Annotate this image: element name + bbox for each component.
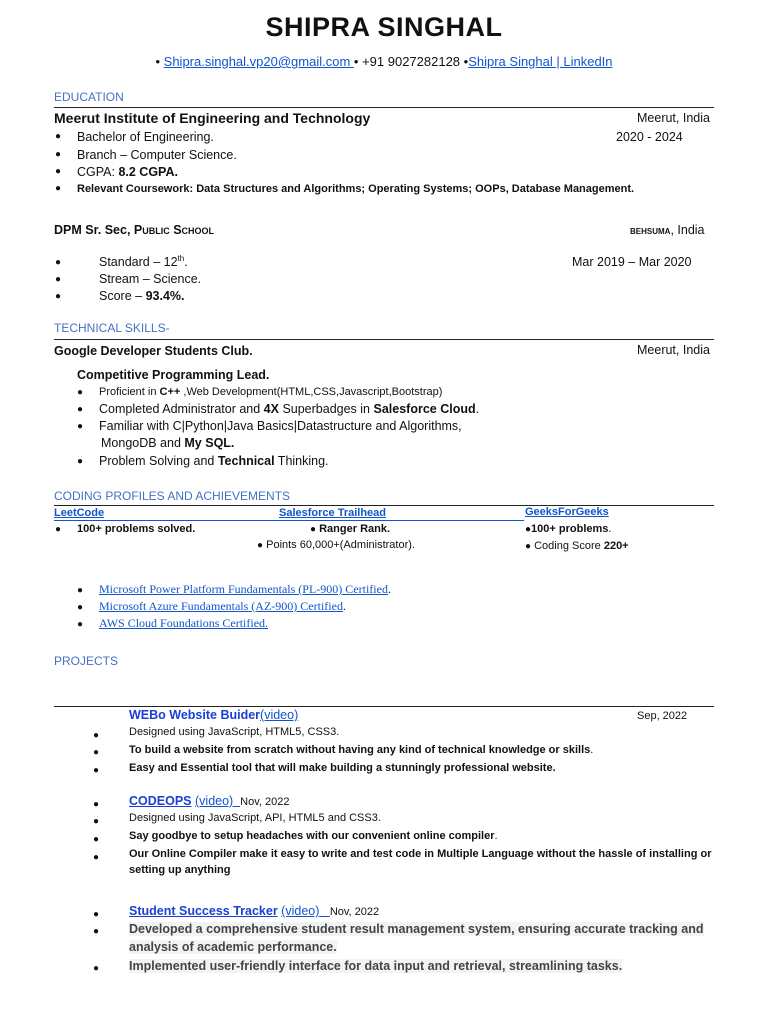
college-location: Meerut, India (637, 111, 710, 125)
leetcode-item: 100+ problems solved. (77, 523, 196, 535)
bullet: ● (93, 909, 100, 920)
project-bullet-cont: setting up anything (129, 864, 231, 876)
section-title-profiles: CODING PROFILES AND ACHIEVEMENTS (54, 489, 291, 503)
skill-text: . (475, 402, 480, 416)
salesforce-points: Points 60,000+(Administrator). (266, 539, 415, 551)
video-link[interactable]: (video) (281, 904, 320, 918)
bullet: ● (93, 852, 100, 863)
cgpa (77, 165, 178, 179)
cert-item: Microsoft Power Platform Fundamentals (PL-900) Certified. (99, 582, 391, 596)
skill-line-4 (101, 436, 234, 450)
bullet: • (463, 54, 469, 69)
skill-bold: 4X (263, 402, 279, 416)
skill-line-2 (99, 402, 479, 416)
video-link[interactable]: (video) (195, 794, 234, 808)
project-bullet-cont: analysis of academic performance. (129, 940, 337, 954)
gfg-score-value: 220+ (603, 540, 629, 552)
contact-line (0, 54, 768, 69)
bullet: ● (77, 619, 84, 630)
cgpa-value: 8.2 CGPA. (118, 165, 178, 179)
project-bullet: Designed using JavaScript, HTML5, CSS3. (129, 726, 340, 738)
skill-text: Thinking. (274, 454, 329, 468)
cert-link[interactable]: Microsoft Azure Fundamentals (AZ-900) Certified (99, 599, 343, 613)
bullet: • (353, 54, 359, 69)
bullet: ● (93, 816, 100, 827)
cgpa-label: CGPA: (77, 165, 119, 179)
bullet: ● (77, 585, 84, 596)
linkedin-link[interactable]: Shipra Singhal | LinkedIn (468, 54, 613, 69)
gfg-problems: 100+ problems (531, 523, 609, 535)
project-date: Nov, 2022 (240, 796, 290, 808)
project-bullet: Our Online Compiler make it easy to write and test code in Multiple Language without the hassle of installing or (129, 848, 712, 860)
salesforce-trailhead-link[interactable]: Salesforce Trailhead (279, 507, 386, 519)
section-title-skills: TECHNICAL SKILLS- (54, 321, 170, 335)
skill-text: Superbadges in (278, 402, 374, 416)
school-name (54, 223, 214, 237)
bullet: ● (77, 456, 84, 467)
school-name-prefix: DPM Sr. Sec, (54, 223, 134, 237)
bullet: ● (55, 274, 62, 285)
section-divider (54, 339, 714, 340)
bullet: ● (77, 404, 84, 415)
project-date: Sep, 2022 (637, 710, 688, 722)
score-value: 93.4%. (145, 289, 185, 303)
school-name-suffix: Public School (133, 223, 215, 237)
bullet: ● (77, 602, 84, 613)
bullet: ● (77, 387, 84, 398)
score (99, 289, 184, 303)
project-bullet: Designed using JavaScript, API, HTML5 and CSS3. (129, 812, 381, 824)
bullet: • (155, 54, 161, 69)
school-town: behsuma (630, 225, 671, 237)
bullet: ● (93, 834, 100, 845)
phone-number: +91 9027282128 (358, 54, 464, 69)
cert-link[interactable]: Microsoft Power Platform Fundamentals (PL-900) Certified (99, 582, 388, 596)
project-name[interactable]: CODEOPS (129, 794, 192, 808)
gfg-score-label: Coding Score (534, 540, 604, 552)
skill-text: MongoDB and (101, 436, 185, 450)
project-name: WEBo Website Buider (129, 708, 261, 722)
section-title-projects: PROJECTS (54, 654, 119, 668)
bullet: ● (55, 149, 62, 160)
standard (99, 254, 188, 269)
project-title-tracker (129, 904, 379, 918)
project-bullet: Implemented user-friendly interface for data input and retrieval, streamlining tasks. (129, 959, 623, 973)
bullet: ● (55, 183, 62, 194)
bullet: ● (55, 166, 62, 177)
bullet: ● (55, 257, 62, 268)
cert-item: Microsoft Azure Fundamentals (AZ-900) Certified. (99, 599, 346, 613)
school-country: , India (670, 223, 705, 237)
skill-line-3: Familiar with C|Python|Java Basics|Datastructure and Algorithms, (99, 419, 462, 433)
cert-link[interactable]: AWS Cloud Foundations Certified. (99, 616, 269, 630)
standard-text: Standard – 12 (99, 255, 178, 270)
project-name[interactable]: Student Success Tracker (129, 904, 278, 918)
profiles-underline (54, 520, 524, 521)
project-title-codeops (129, 794, 290, 808)
salesforce-rank: Ranger Rank. (319, 523, 391, 535)
bullet: ● (55, 291, 62, 302)
skill-bold: My SQL. (184, 436, 235, 450)
skill-line-5 (99, 454, 329, 468)
section-divider (54, 505, 714, 506)
skill-text: Problem Solving and (99, 454, 218, 468)
standard-sup: th (177, 254, 185, 263)
bullet: ● (93, 963, 100, 974)
project-bullet: Easy and Essential tool that will make building a stunningly professional website. (129, 762, 556, 774)
standard-end: . (184, 255, 188, 270)
score-label: Score – (99, 289, 146, 303)
branch: Branch – Computer Science. (77, 148, 237, 162)
bullet: ● (93, 747, 100, 758)
project-bullet-text: To build a website from scratch without having any kind of technical knowledge or skills (129, 744, 591, 756)
bullet: ● (93, 799, 100, 810)
bullet: ● (55, 131, 62, 142)
bullet: ● (93, 926, 100, 937)
org-name: Google Developer Students Club. (54, 344, 253, 358)
org-location: Meerut, India (637, 343, 710, 357)
project-date: Nov, 2022 (329, 906, 380, 918)
leetcode-link[interactable]: LeetCode (54, 507, 105, 519)
project-bullet: Say goodbye to setup headaches with our convenient online compiler. (129, 830, 498, 842)
email-link[interactable]: Shipra.singhal.vp20@gmail.com (163, 54, 354, 69)
section-divider (54, 107, 714, 108)
project-bullet: Developed a comprehensive student result management system, ensuring accurate tracking and (129, 922, 704, 936)
salesforce-item-1: ● Ranger Rank. (310, 523, 391, 535)
project-title-webo (129, 708, 298, 722)
bullet: ● (93, 730, 100, 741)
project-bullet-text: Say goodbye to setup headaches with our convenient online compiler (129, 830, 495, 842)
skill-text: Proficient in (99, 386, 160, 398)
section-title-education: EDUCATION (54, 90, 124, 104)
skill-text: Completed Administrator and (99, 402, 264, 416)
bullet: ● (55, 524, 62, 535)
school-location (630, 223, 705, 237)
skill-bold: Salesforce Cloud (373, 402, 476, 416)
section-divider (54, 706, 714, 707)
coursework-value: : Data Structures and Algorithms; Operating Systems; OOPs, Database Management. (189, 183, 635, 195)
skill-text: ,Web Development(HTML,CSS,Javascript,Bootstrap) (180, 386, 443, 398)
degree: Bachelor of Engineering. (77, 130, 214, 144)
school-dates: Mar 2019 – Mar 2020 (572, 255, 692, 269)
bullet: ● (93, 765, 100, 776)
gfg-item-2: ● Coding Score 220+ (525, 540, 629, 552)
geeksforgeeks-link[interactable]: GeeksForGeeks (525, 506, 609, 518)
resume-name: SHIPRA SINGHAL (265, 12, 503, 42)
skill-bold: C++ (159, 386, 181, 398)
project-bullet: To build a website from scratch without having any kind of technical knowledge or skills. (129, 744, 594, 756)
gfg-item-1: ●100+ problems. (525, 523, 612, 535)
cert-item (99, 616, 268, 631)
video-link[interactable]: (video) (260, 708, 299, 722)
college-name: Meerut Institute of Engineering and Technology (54, 110, 371, 126)
coursework (77, 183, 634, 195)
coursework-label: Relevant Coursework (77, 183, 190, 195)
skill-line-1 (99, 386, 442, 398)
gfg-problems-end: . (608, 523, 612, 535)
role: Competitive Programming Lead. (77, 368, 270, 382)
college-dates: 2020 - 2024 (616, 130, 683, 144)
salesforce-item-2: ● Points 60,000+(Administrator). (257, 539, 415, 551)
skill-bold: Technical (217, 454, 275, 468)
stream: Stream – Science. (99, 272, 202, 286)
bullet: ● (77, 421, 84, 432)
